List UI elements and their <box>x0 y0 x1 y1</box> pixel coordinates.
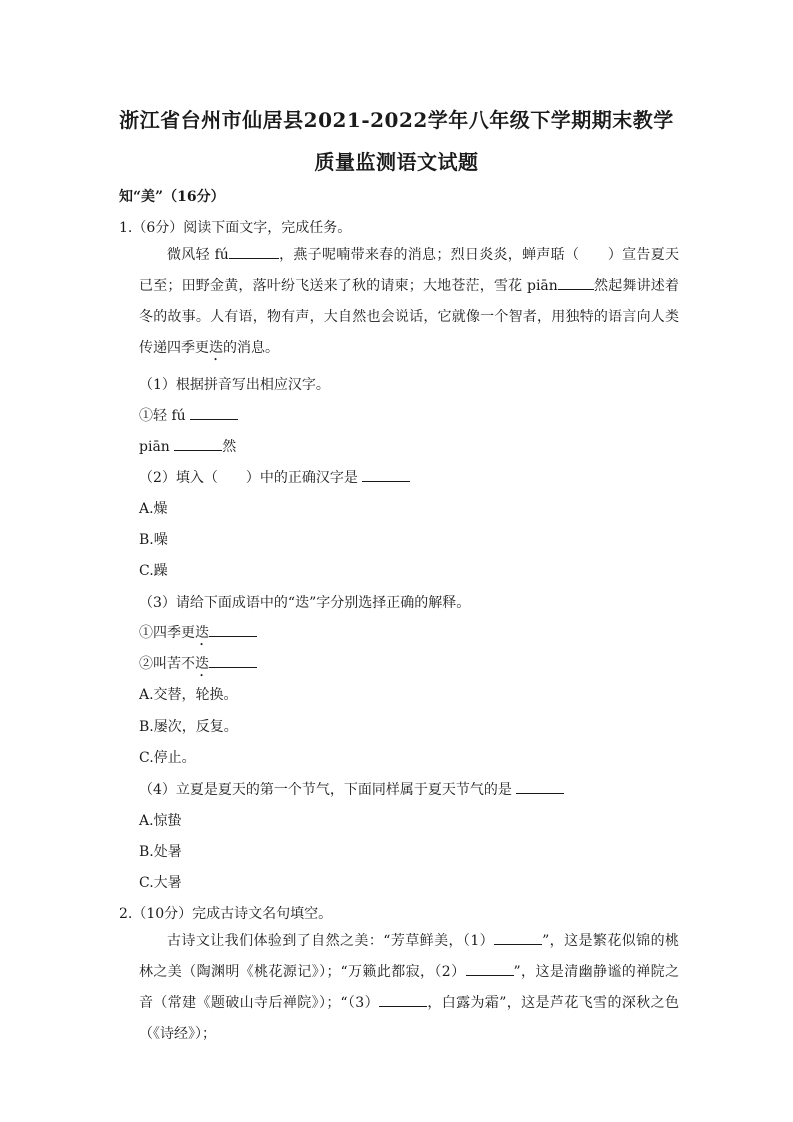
q1-sub3-option-b[interactable]: B.屡次，反复。 <box>139 719 238 735</box>
q1-sub2-prompt-text: （2）填入（ ）中的正确汉字是 <box>139 470 358 486</box>
q1-sub3-a-blank[interactable] <box>209 622 257 637</box>
q1-sub1-b-suffix: 然 <box>222 439 237 455</box>
q1-sub3-option-a[interactable]: A.交替，轮换。 <box>139 687 238 703</box>
exam-title-line2: 质量监测语文试题 <box>314 150 479 174</box>
q1-sub3-b <box>139 653 257 680</box>
q1-stem: 1.（6分）阅读下面文字，完成任务。 <box>119 220 352 236</box>
q1-sub3-a-dotted-char: 迭 <box>195 625 209 641</box>
q1-sub4-option-b[interactable]: B.处暑 <box>139 844 182 860</box>
q2-passage <box>139 926 679 1050</box>
q1-sub2-option-c[interactable]: C.躁 <box>139 563 168 579</box>
q2-blank-3[interactable] <box>379 992 427 1007</box>
q1-sub2-option-a[interactable]: A.燥 <box>139 501 168 517</box>
q1-passage-part2: ，燕子呢喃带来春的消息；烈日炎炎，蝉声聒（ ）宣告夏天已至；田野金黄，落叶纷飞送来了秋的请柬；大地苍茫，雪花 piān <box>139 247 680 294</box>
q2-passage-s2: ”，这是繁花似锦的桃林之美（陶渊明《桃花源记》）；“万籁此都寂，（2） <box>139 933 679 980</box>
q1-passage <box>139 240 679 364</box>
q2-stem: 2.（10分）完成古诗文名句填空。 <box>119 906 333 922</box>
q1-sub4-prompt-text: （4）立夏是夏天的第一个节气，下面同样属于夏天节气的是 <box>139 782 512 798</box>
q1-sub3-b-dotted-char: 迭 <box>195 656 209 672</box>
q2-passage-s3: ”，这是清幽静谧的禅院之音（常建《题破山寺后禅院》）；“（3） <box>139 964 679 1011</box>
q1-sub3-option-c[interactable]: C.停止。 <box>139 750 196 766</box>
q1-passage-dotted-char: 迭 <box>209 340 223 356</box>
q2-passage-s4: ，白露为霜”，这是芦花飞雪的深秋之色（《诗经》）； <box>139 995 679 1042</box>
q1-sub3-a-label: ①四季更 <box>139 625 195 641</box>
q1-sub3-a <box>139 622 257 649</box>
q1-sub1-a <box>139 405 238 425</box>
q1-sub4-option-c[interactable]: C.大暑 <box>139 875 182 891</box>
exam-title-line1: 浙江省台州市仙居县2021-2022学年八年级下学期期末教学 <box>119 108 674 132</box>
q1-sub4-prompt <box>139 779 564 799</box>
q1-sub1-b-blank[interactable] <box>174 436 222 451</box>
q1-sub1-b <box>139 436 236 456</box>
q1-passage-part1: 微风轻 fú <box>167 247 229 263</box>
q1-sub1-prompt: （1）根据拼音写出相应汉字。 <box>139 377 330 393</box>
q1-sub3-b-blank[interactable] <box>209 653 257 668</box>
q1-sub1-a-blank[interactable] <box>190 405 238 420</box>
q1-passage-part4: 的消息。 <box>223 340 279 356</box>
q1-sub1-b-label: piān <box>139 439 170 455</box>
section-heading: 知“美”（16分） <box>119 189 225 205</box>
q1-sub4-blank[interactable] <box>516 779 564 794</box>
q1-sub2-prompt <box>139 467 410 487</box>
q1-sub4-option-a[interactable]: A.惊蛰 <box>139 813 182 829</box>
q1-sub1-a-label: ①轻 fú <box>139 408 186 424</box>
q2-blank-2[interactable] <box>466 961 514 976</box>
q1-sub3-b-label: ②叫苦不 <box>139 656 195 672</box>
q1-passage-part3: 然起舞讲述着冬的故事。人有语，物有声，大自然也会说话，它就像一个智者，用独特的语言向人类传递四季更 <box>139 278 680 356</box>
q2-blank-1[interactable] <box>494 930 542 945</box>
q2-passage-s1: 古诗文让我们体验到了自然之美：“芳草鲜美，（1） <box>167 933 495 949</box>
q1-passage-blank-pian[interactable] <box>558 275 594 290</box>
q1-sub2-blank[interactable] <box>362 467 410 482</box>
q1-sub3-prompt: （3）请给下面成语中的“迭”字分别选择正确的解释。 <box>139 595 471 611</box>
q1-passage-blank-fu[interactable] <box>229 244 279 259</box>
q1-sub2-option-b[interactable]: B.噪 <box>139 532 168 548</box>
